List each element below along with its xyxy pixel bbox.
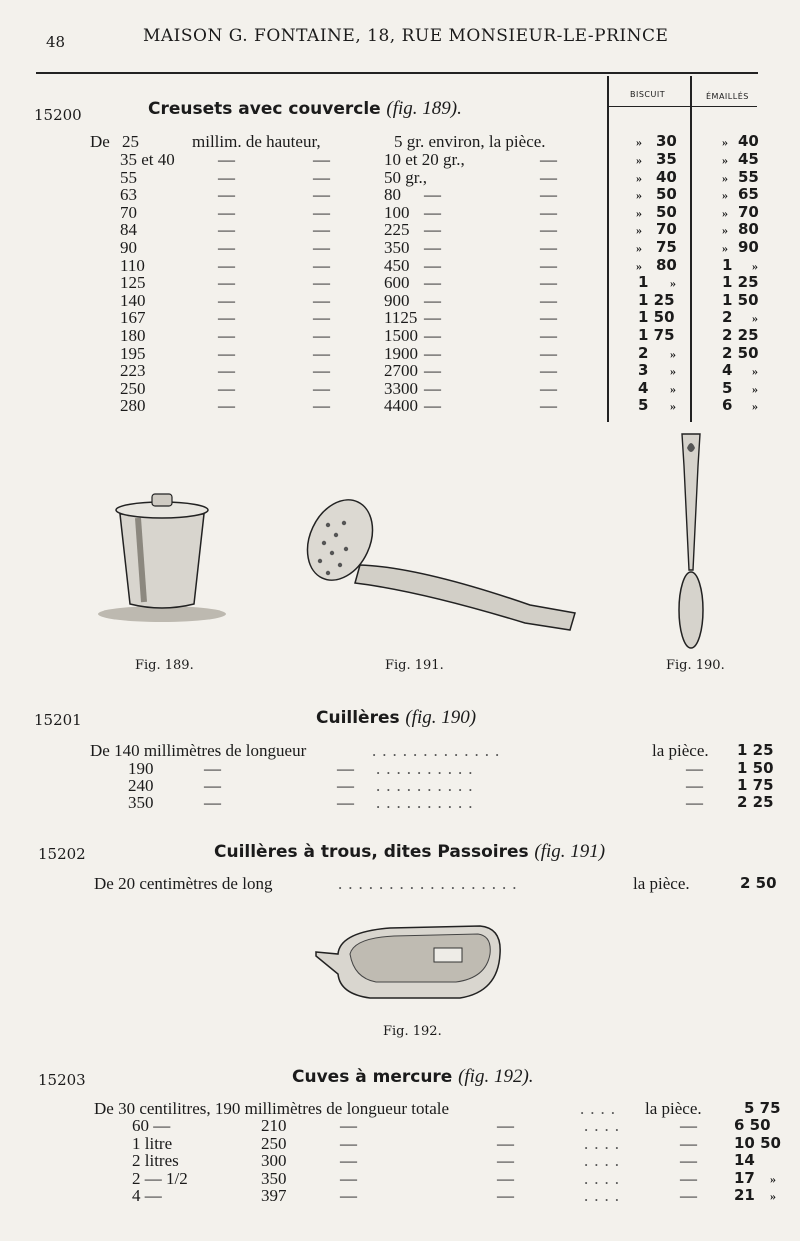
price: 21 xyxy=(734,1186,755,1204)
dash-mark: — xyxy=(218,273,235,293)
dash-mark: — xyxy=(337,776,354,795)
biscuit-price: 1 75 xyxy=(638,326,675,344)
emailles-price: 4 xyxy=(722,361,733,380)
dash-mark: — xyxy=(424,220,441,240)
height-value: 90 xyxy=(120,238,137,257)
height-value: 25 xyxy=(122,132,139,151)
dot-leader: .......... xyxy=(376,759,479,778)
length-value: 250 xyxy=(261,1133,287,1153)
table-row xyxy=(0,759,800,777)
height-value: 195 xyxy=(120,343,146,363)
dash-mark: — xyxy=(424,273,441,293)
dash-mark: — xyxy=(497,1186,514,1205)
ditto-mark: » xyxy=(722,241,728,255)
dash-mark: — xyxy=(337,793,354,812)
dash-mark: — xyxy=(218,220,235,240)
dash-mark: — xyxy=(497,1133,514,1153)
dot-leader: .......... xyxy=(376,793,479,812)
figure-caption: Fig. 192. xyxy=(383,1024,442,1039)
table-row xyxy=(0,361,800,379)
height-value: 84 xyxy=(120,220,137,240)
ditto-mark: » xyxy=(752,381,758,396)
dash-mark: — xyxy=(497,1116,514,1135)
ditto-mark: » xyxy=(770,1189,776,1203)
dash-mark: — xyxy=(218,396,235,416)
emailles-price: 90 xyxy=(738,238,759,256)
dash-mark: — xyxy=(424,255,441,275)
dash-mark: — xyxy=(497,1168,514,1188)
column-head-rule xyxy=(607,106,757,107)
biscuit-price: 1 25 xyxy=(638,290,675,309)
length-value: 240 xyxy=(128,776,154,795)
emailles-price: 55 xyxy=(738,167,759,186)
price: 2 25 xyxy=(737,793,774,811)
dot-leader: .......... xyxy=(376,776,479,795)
ditto-mark: » xyxy=(670,276,676,291)
height-value: 63 xyxy=(120,185,137,205)
table-row xyxy=(0,256,800,274)
dash-mark: — xyxy=(313,343,330,363)
ditto-mark: » xyxy=(636,153,642,167)
emailles-price: 2 50 xyxy=(722,343,759,362)
dot-leader: .... xyxy=(580,1099,621,1118)
section-title-text: Cuves à mercure xyxy=(292,1067,453,1087)
dash-mark: — xyxy=(497,1151,514,1170)
description: De 30 centilitres, 190 millimètres de longueur totale xyxy=(94,1099,450,1118)
height-value: 70 xyxy=(120,202,137,222)
table-row xyxy=(0,793,800,811)
dash-mark: — xyxy=(540,167,557,187)
dash-mark: — xyxy=(540,220,557,240)
ditto-mark: » xyxy=(722,223,728,238)
biscuit-price: 30 xyxy=(656,132,677,150)
table-row xyxy=(0,238,800,256)
weight-value: 5 gr. environ, la pièce. xyxy=(394,132,546,151)
ditto-mark: » xyxy=(770,1171,776,1186)
length-value: 300 xyxy=(261,1151,287,1170)
dash-mark: — xyxy=(218,326,235,345)
dash-mark: — xyxy=(686,759,703,778)
table-row xyxy=(0,308,800,326)
biscuit-price: 50 xyxy=(656,202,677,221)
ditto-mark: » xyxy=(670,399,676,414)
height-value: 223 xyxy=(120,361,146,381)
dash-mark: — xyxy=(424,202,441,222)
emailles-price: 45 xyxy=(738,150,759,168)
dash-mark: — xyxy=(540,273,557,293)
dot-leader: .................. xyxy=(338,874,523,893)
figure-reference: (fig. 192). xyxy=(458,1066,534,1087)
capacity-value: 1 litre xyxy=(132,1133,173,1153)
weight-value: 50 gr., xyxy=(384,167,427,187)
height-value: 280 xyxy=(120,396,146,416)
table-row xyxy=(0,379,800,397)
dash-mark: — xyxy=(424,396,441,416)
dash-mark: — xyxy=(424,361,441,381)
dash-mark: — xyxy=(313,396,330,416)
dash-mark: — xyxy=(540,290,557,310)
table-row xyxy=(0,1186,800,1204)
height-value: 55 xyxy=(120,167,137,187)
ditto-mark: » xyxy=(636,223,642,238)
dash-mark: — xyxy=(540,202,557,222)
height-value: 35 et 40 xyxy=(120,150,175,169)
biscuit-price: 35 xyxy=(656,150,677,168)
catalog-number: 15201 xyxy=(34,711,82,729)
dash-mark: — xyxy=(540,185,557,205)
ditto-mark: » xyxy=(752,311,758,326)
price: 10 50 xyxy=(734,1133,781,1152)
dash-mark: — xyxy=(540,361,557,381)
price: 6 50 xyxy=(734,1116,771,1134)
biscuit-price: 1 50 xyxy=(638,308,675,327)
weight-value: 225 xyxy=(384,220,410,240)
ditto-mark: » xyxy=(670,381,676,396)
header-rule xyxy=(36,72,758,74)
dash-mark: — xyxy=(680,1186,697,1205)
price: 1 25 xyxy=(737,741,774,759)
ditto-mark: » xyxy=(636,258,642,273)
height-value: 167 xyxy=(120,308,146,328)
figure-caption: Fig. 191. xyxy=(385,658,444,673)
emailles-price: 65 xyxy=(738,185,759,204)
price: 5 75 xyxy=(744,1099,781,1117)
weight-value: 600 xyxy=(384,273,410,293)
column-head-biscuit: BISCUIT xyxy=(630,90,666,99)
table-row xyxy=(0,1151,800,1169)
page-header-title: MAISON G. FONTAINE, 18, RUE MONSIEUR-LE-PRINCE xyxy=(143,26,669,46)
table-row xyxy=(0,132,800,150)
section-title xyxy=(148,98,462,120)
weight-value: 900 xyxy=(384,290,410,310)
height-value: 180 xyxy=(120,326,146,345)
biscuit-price: 50 xyxy=(656,185,677,204)
weight-value: 4400 xyxy=(384,396,418,416)
length-value: 210 xyxy=(261,1116,287,1135)
ditto-mark: » xyxy=(722,170,728,185)
ditto-mark: » xyxy=(752,399,758,414)
ditto-mark: » xyxy=(636,170,642,185)
table-row xyxy=(0,185,800,203)
dash-mark: — xyxy=(424,308,441,328)
dash-mark: — xyxy=(313,308,330,328)
emailles-price: 1 25 xyxy=(722,273,759,292)
dash-mark: — xyxy=(424,378,441,398)
ditto-mark: » xyxy=(670,346,676,361)
table-row xyxy=(0,273,800,291)
dash-mark: — xyxy=(313,273,330,293)
section-title xyxy=(292,1066,534,1088)
table-row xyxy=(0,396,800,414)
emailles-price: 80 xyxy=(738,220,759,239)
catalog-number: 15203 xyxy=(38,1071,86,1089)
section-title-text: Creusets avec couvercle xyxy=(148,99,381,119)
dash-mark: — xyxy=(218,167,235,187)
biscuit-price: 2 xyxy=(638,343,649,362)
dash-mark: — xyxy=(340,1186,357,1205)
dash-mark: — xyxy=(313,185,330,205)
weight-value: 2700 xyxy=(384,361,418,381)
dash-mark: — xyxy=(218,150,235,169)
emailles-price: 1 xyxy=(722,255,733,274)
table-row xyxy=(0,1116,800,1134)
dash-mark: — xyxy=(340,1168,357,1188)
ditto-mark: » xyxy=(636,241,642,255)
table-row xyxy=(0,291,800,309)
dash-mark: — xyxy=(313,378,330,398)
biscuit-price: 5 xyxy=(638,396,649,415)
dot-leader: .... xyxy=(584,1168,625,1188)
table-row xyxy=(0,741,800,759)
de-label: De xyxy=(90,132,110,151)
height-value: 125 xyxy=(120,273,146,293)
price: 14 xyxy=(734,1151,755,1169)
weight-value: 1500 xyxy=(384,326,418,345)
strainer-ladle-illustration xyxy=(300,495,580,640)
emailles-price: 1 50 xyxy=(722,290,759,309)
table-row xyxy=(0,1134,800,1152)
length-value: 190 xyxy=(128,759,154,778)
dash-mark: — xyxy=(218,308,235,328)
table-row xyxy=(0,1099,800,1117)
mercury-trough-illustration xyxy=(310,914,510,1014)
dash-mark: — xyxy=(218,343,235,363)
unit-label: millim. de hauteur, xyxy=(192,132,321,151)
dash-mark: — xyxy=(218,290,235,310)
figure-reference: (fig. 190) xyxy=(405,707,477,728)
capacity-value: 60 — xyxy=(132,1116,171,1135)
table-row xyxy=(0,344,800,362)
ditto-mark: » xyxy=(636,188,642,203)
table-row xyxy=(0,1169,800,1187)
ditto-mark: » xyxy=(636,135,642,149)
dash-mark: — xyxy=(313,150,330,169)
table-row xyxy=(0,168,800,186)
dash-mark: — xyxy=(218,202,235,222)
dash-mark: — xyxy=(218,185,235,205)
dash-mark: — xyxy=(540,343,557,363)
section-title xyxy=(316,707,476,729)
dash-mark: — xyxy=(540,150,557,169)
price: 1 75 xyxy=(737,776,774,794)
section-title-text: Cuillères à trous, dites Passoires xyxy=(214,842,529,862)
dash-mark: — xyxy=(424,185,441,205)
biscuit-price: 75 xyxy=(656,238,677,256)
ditto-mark: » xyxy=(752,258,758,273)
table-row xyxy=(0,874,800,892)
ditto-mark: » xyxy=(722,135,728,149)
spoon-illustration xyxy=(670,430,714,655)
dash-mark: — xyxy=(680,1168,697,1188)
ditto-mark: » xyxy=(722,153,728,167)
figure-caption: Fig. 190. xyxy=(666,658,725,673)
length-value: 350 xyxy=(128,793,154,812)
emailles-price: 6 xyxy=(722,396,733,415)
dash-mark: — xyxy=(313,361,330,381)
dot-leader: .... xyxy=(584,1116,625,1135)
length-value: 397 xyxy=(261,1186,287,1205)
dot-leader: .... xyxy=(584,1186,625,1205)
ditto-mark: » xyxy=(636,205,642,220)
weight-value: 10 et 20 gr., xyxy=(384,150,465,169)
ditto-mark: » xyxy=(722,205,728,220)
dash-mark: — xyxy=(424,326,441,345)
dash-mark: — xyxy=(340,1133,357,1153)
dash-mark: — xyxy=(218,238,235,257)
capacity-value: 4 — xyxy=(132,1186,162,1205)
ditto-mark: » xyxy=(752,364,758,379)
capacity-value: 2 — 1/2 xyxy=(132,1168,188,1188)
ditto-mark: » xyxy=(722,188,728,203)
table-row xyxy=(0,326,800,344)
length-value: 350 xyxy=(261,1168,287,1188)
description: De 20 centimètres de long xyxy=(94,874,273,893)
weight-value: 350 xyxy=(384,238,410,257)
emailles-price: 40 xyxy=(738,132,759,150)
emailles-price: 2 25 xyxy=(722,326,759,344)
dash-mark: — xyxy=(680,1133,697,1153)
dash-mark: — xyxy=(540,238,557,257)
unit-label: la pièce. xyxy=(633,874,690,893)
ditto-mark: » xyxy=(670,364,676,379)
page-number: 48 xyxy=(46,33,66,51)
crucible-illustration xyxy=(92,486,232,636)
height-value: 140 xyxy=(120,290,146,310)
dash-mark: — xyxy=(680,1151,697,1170)
dot-leader: ............. xyxy=(372,741,506,760)
dash-mark: — xyxy=(218,361,235,381)
section-title-text: Cuillères xyxy=(316,708,400,728)
dash-mark: — xyxy=(540,396,557,416)
table-row xyxy=(0,776,800,794)
dash-mark: — xyxy=(540,378,557,398)
price: 2 50 xyxy=(740,874,777,892)
price: 17 xyxy=(734,1168,755,1187)
dash-mark: — xyxy=(218,378,235,398)
biscuit-price: 4 xyxy=(638,378,649,397)
capacity-value: 2 litres xyxy=(132,1151,179,1170)
unit-label: la pièce. xyxy=(645,1099,702,1118)
table-row xyxy=(0,203,800,221)
dash-mark: — xyxy=(540,308,557,328)
dash-mark: — xyxy=(540,326,557,345)
emailles-price: 5 xyxy=(722,378,733,397)
dash-mark: — xyxy=(313,326,330,345)
biscuit-price: 3 xyxy=(638,361,649,380)
section-title xyxy=(214,841,605,863)
table-row xyxy=(0,220,800,238)
biscuit-price: 80 xyxy=(656,255,677,274)
column-head-emailles: ÉMAILLÉS xyxy=(706,92,749,101)
catalog-number: 15202 xyxy=(38,845,86,863)
figure-reference: (fig. 191) xyxy=(534,841,606,862)
dash-mark: — xyxy=(680,1116,697,1135)
height-value: 250 xyxy=(120,378,146,398)
weight-value: 3300 xyxy=(384,378,418,398)
weight-value: 100 xyxy=(384,202,410,222)
emailles-price: 70 xyxy=(738,202,759,221)
dash-mark: — xyxy=(313,255,330,275)
weight-value: 1125 xyxy=(384,308,418,328)
figure-reference: (fig. 189). xyxy=(386,98,462,119)
height-value: 110 xyxy=(120,255,145,275)
biscuit-price: 70 xyxy=(656,220,677,239)
description: De 140 millimètres de longueur xyxy=(90,741,307,760)
dash-mark: — xyxy=(204,776,221,795)
dash-mark: — xyxy=(424,343,441,363)
dash-mark: — xyxy=(313,290,330,310)
table-row xyxy=(0,150,800,168)
dash-mark: — xyxy=(204,759,221,778)
dash-mark: — xyxy=(218,255,235,275)
price: 1 50 xyxy=(737,759,774,777)
catalog-number: 15200 xyxy=(34,106,82,124)
dash-mark: — xyxy=(340,1151,357,1170)
dash-mark: — xyxy=(686,776,703,795)
weight-value: 80 xyxy=(384,185,401,205)
weight-value: 1900 xyxy=(384,343,418,363)
dash-mark: — xyxy=(340,1116,357,1135)
dash-mark: — xyxy=(424,290,441,310)
dash-mark: — xyxy=(313,167,330,187)
emailles-price: 2 xyxy=(722,308,733,327)
dash-mark: — xyxy=(204,793,221,812)
dash-mark: — xyxy=(540,255,557,275)
unit-label: la pièce. xyxy=(652,741,709,760)
biscuit-price: 1 xyxy=(638,273,649,292)
dot-leader: .... xyxy=(584,1151,625,1170)
dash-mark: — xyxy=(313,220,330,240)
dash-mark: — xyxy=(313,202,330,222)
dash-mark: — xyxy=(313,238,330,257)
weight-value: 450 xyxy=(384,255,410,275)
figure-caption: Fig. 189. xyxy=(135,658,194,673)
biscuit-price: 40 xyxy=(656,167,677,186)
dot-leader: .... xyxy=(584,1133,625,1153)
dash-mark: — xyxy=(424,238,441,257)
dash-mark: — xyxy=(686,793,703,812)
dash-mark: — xyxy=(337,759,354,778)
